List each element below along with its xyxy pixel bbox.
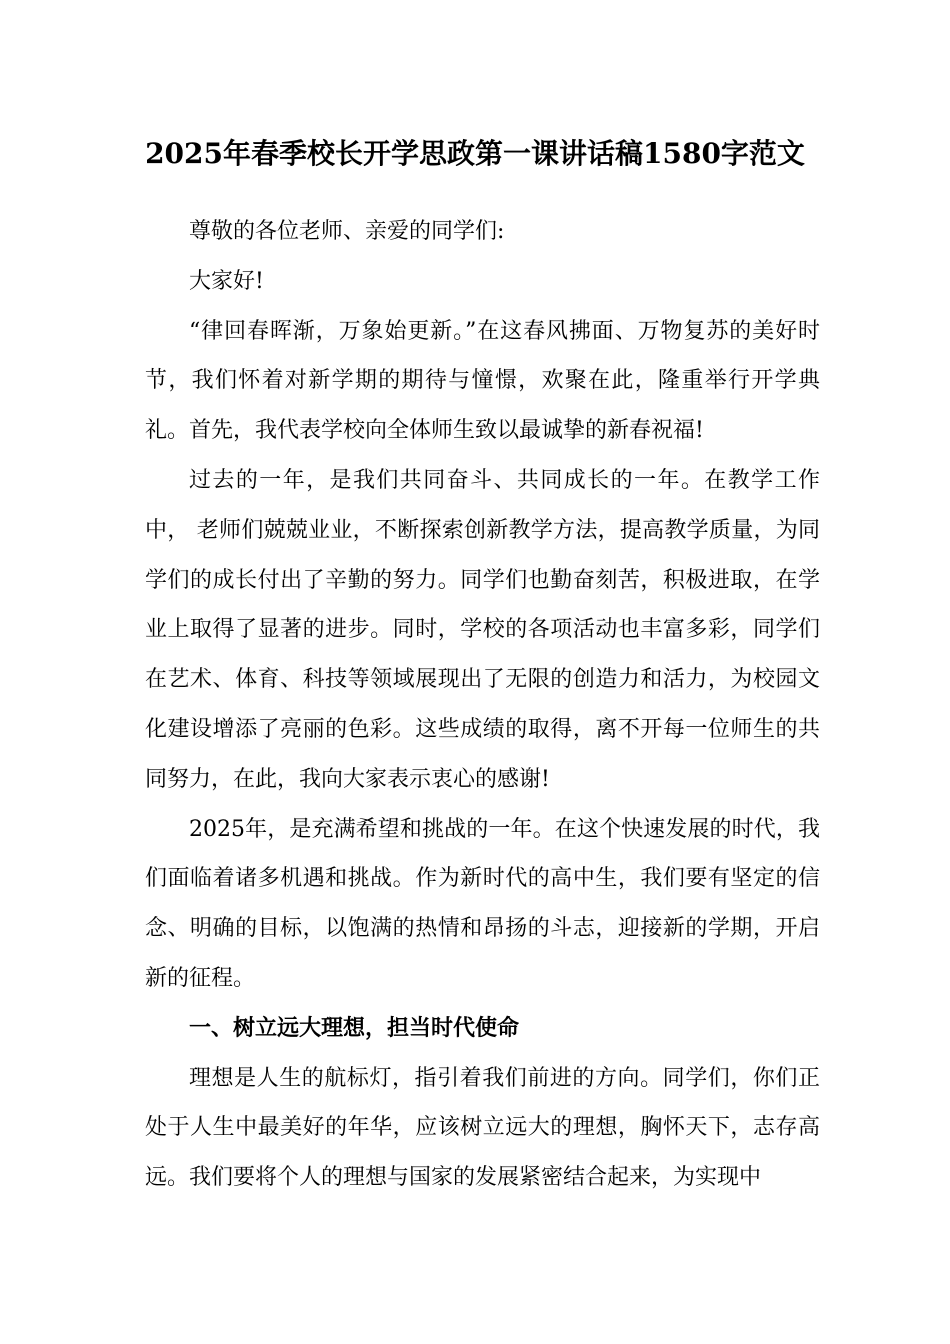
review-paragraph: 过去的一年，是我们共同奋斗、共同成长的一年。在教学工作中， 老师们兢兢业业，不断探索创新教学方法，提高教学质量，为同学们的成长付出了辛勤的努力。同学们也勤奋刻苦，积极进取，在学业上取得了显著的进步。同时，学校的各项活动也丰富多彩，同学们在艺术、体育、科技等领域展现出了无限的创造力和活力，为校园文化建设增添了亮丽的色彩。这些成绩的取得，离不开每一位师生的共同努力，在此，我向大家表示衷心的感谢! — [145, 467, 820, 792]
outlook-paragraph: 2025年，是充满希望和挑战的一年。在这个快速发展的时代，我们面临着诸多机遇和挑战。作为新时代的高中生，我们要有坚定的信念、明确的目标，以饱满的热情和昂扬的斗志，迎接新的学期，开启新的征程。 — [145, 816, 820, 991]
hello-paragraph: 大家好! — [189, 268, 264, 294]
document-title: 2025年春季校长开学思政第一课讲话稿1580字范文 — [145, 137, 805, 170]
greeting-paragraph: 尊敬的各位老师、亲爱的同学们: — [189, 219, 505, 244]
opening-paragraph: “律回春晖渐，万象始更新。”在这春风拂面、万物复苏的美好时节，我们怀着对新学期的期待与憧憬，欢聚在此，隆重举行开学典礼。首先，我代表学校向全体师生致以最诚挚的新春祝福! — [145, 318, 820, 444]
section-paragraph: 理想是人生的航标灯，指引着我们前进的方向。同学们，你们正处于人生中最美好的年华，应该树立远大的理想，胸怀天下，志存高远。我们要将个人的理想与国家的发展紧密结合起来，为实现中 — [145, 1065, 820, 1191]
document-body — [145, 207, 820, 1203]
section-heading: 一、树立远大理想，担当时代使命 — [189, 1014, 520, 1041]
